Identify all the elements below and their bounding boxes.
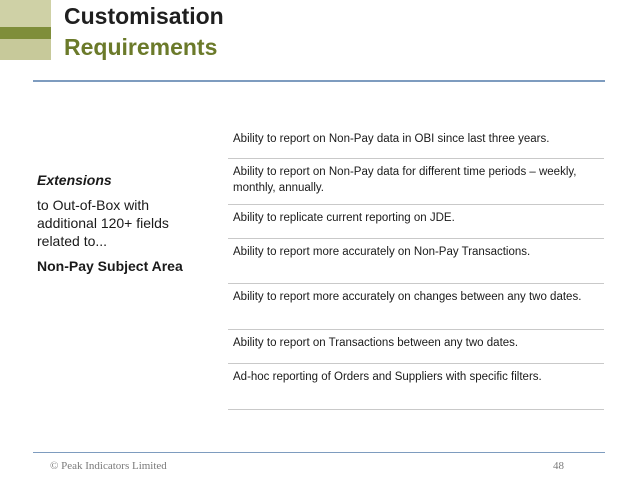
extensions-description: to Out-of-Box with additional 120+ fields related to...: [37, 197, 169, 249]
footer-company: © Peak Indicators Limited: [50, 460, 167, 472]
requirement-row: Ad-hoc reporting of Orders and Suppliers with specific filters.: [228, 364, 604, 410]
requirement-row: Ability to replicate current reporting on JDE.: [228, 205, 604, 239]
title-divider: [33, 80, 605, 82]
requirement-row: Ability to report more accurately on changes between any two dates.: [228, 284, 604, 330]
extensions-heading: Extensions: [37, 172, 112, 188]
requirement-row: Ability to report more accurately on Non-Pay Transactions.: [228, 239, 604, 284]
requirements-table: [228, 126, 604, 410]
page-subtitle: Requirements: [64, 34, 218, 60]
requirement-row: Ability to report on Transactions between any two dates.: [228, 330, 604, 364]
title-decoration-middle: [0, 27, 51, 39]
title-decoration-top: [0, 0, 51, 27]
subject-area-label: Non-Pay Subject Area: [37, 258, 183, 274]
requirement-row: Ability to report on Non-Pay data for different time periods – weekly, monthly, annually.: [228, 159, 604, 205]
page-number: 48: [553, 460, 564, 472]
footer-divider: [33, 452, 605, 453]
title-decoration-bottom: [0, 39, 51, 60]
requirement-row: Ability to report on Non-Pay data in OBI since last three years.: [228, 126, 604, 159]
left-summary: [37, 172, 212, 274]
page-title: Customisation: [64, 3, 224, 29]
